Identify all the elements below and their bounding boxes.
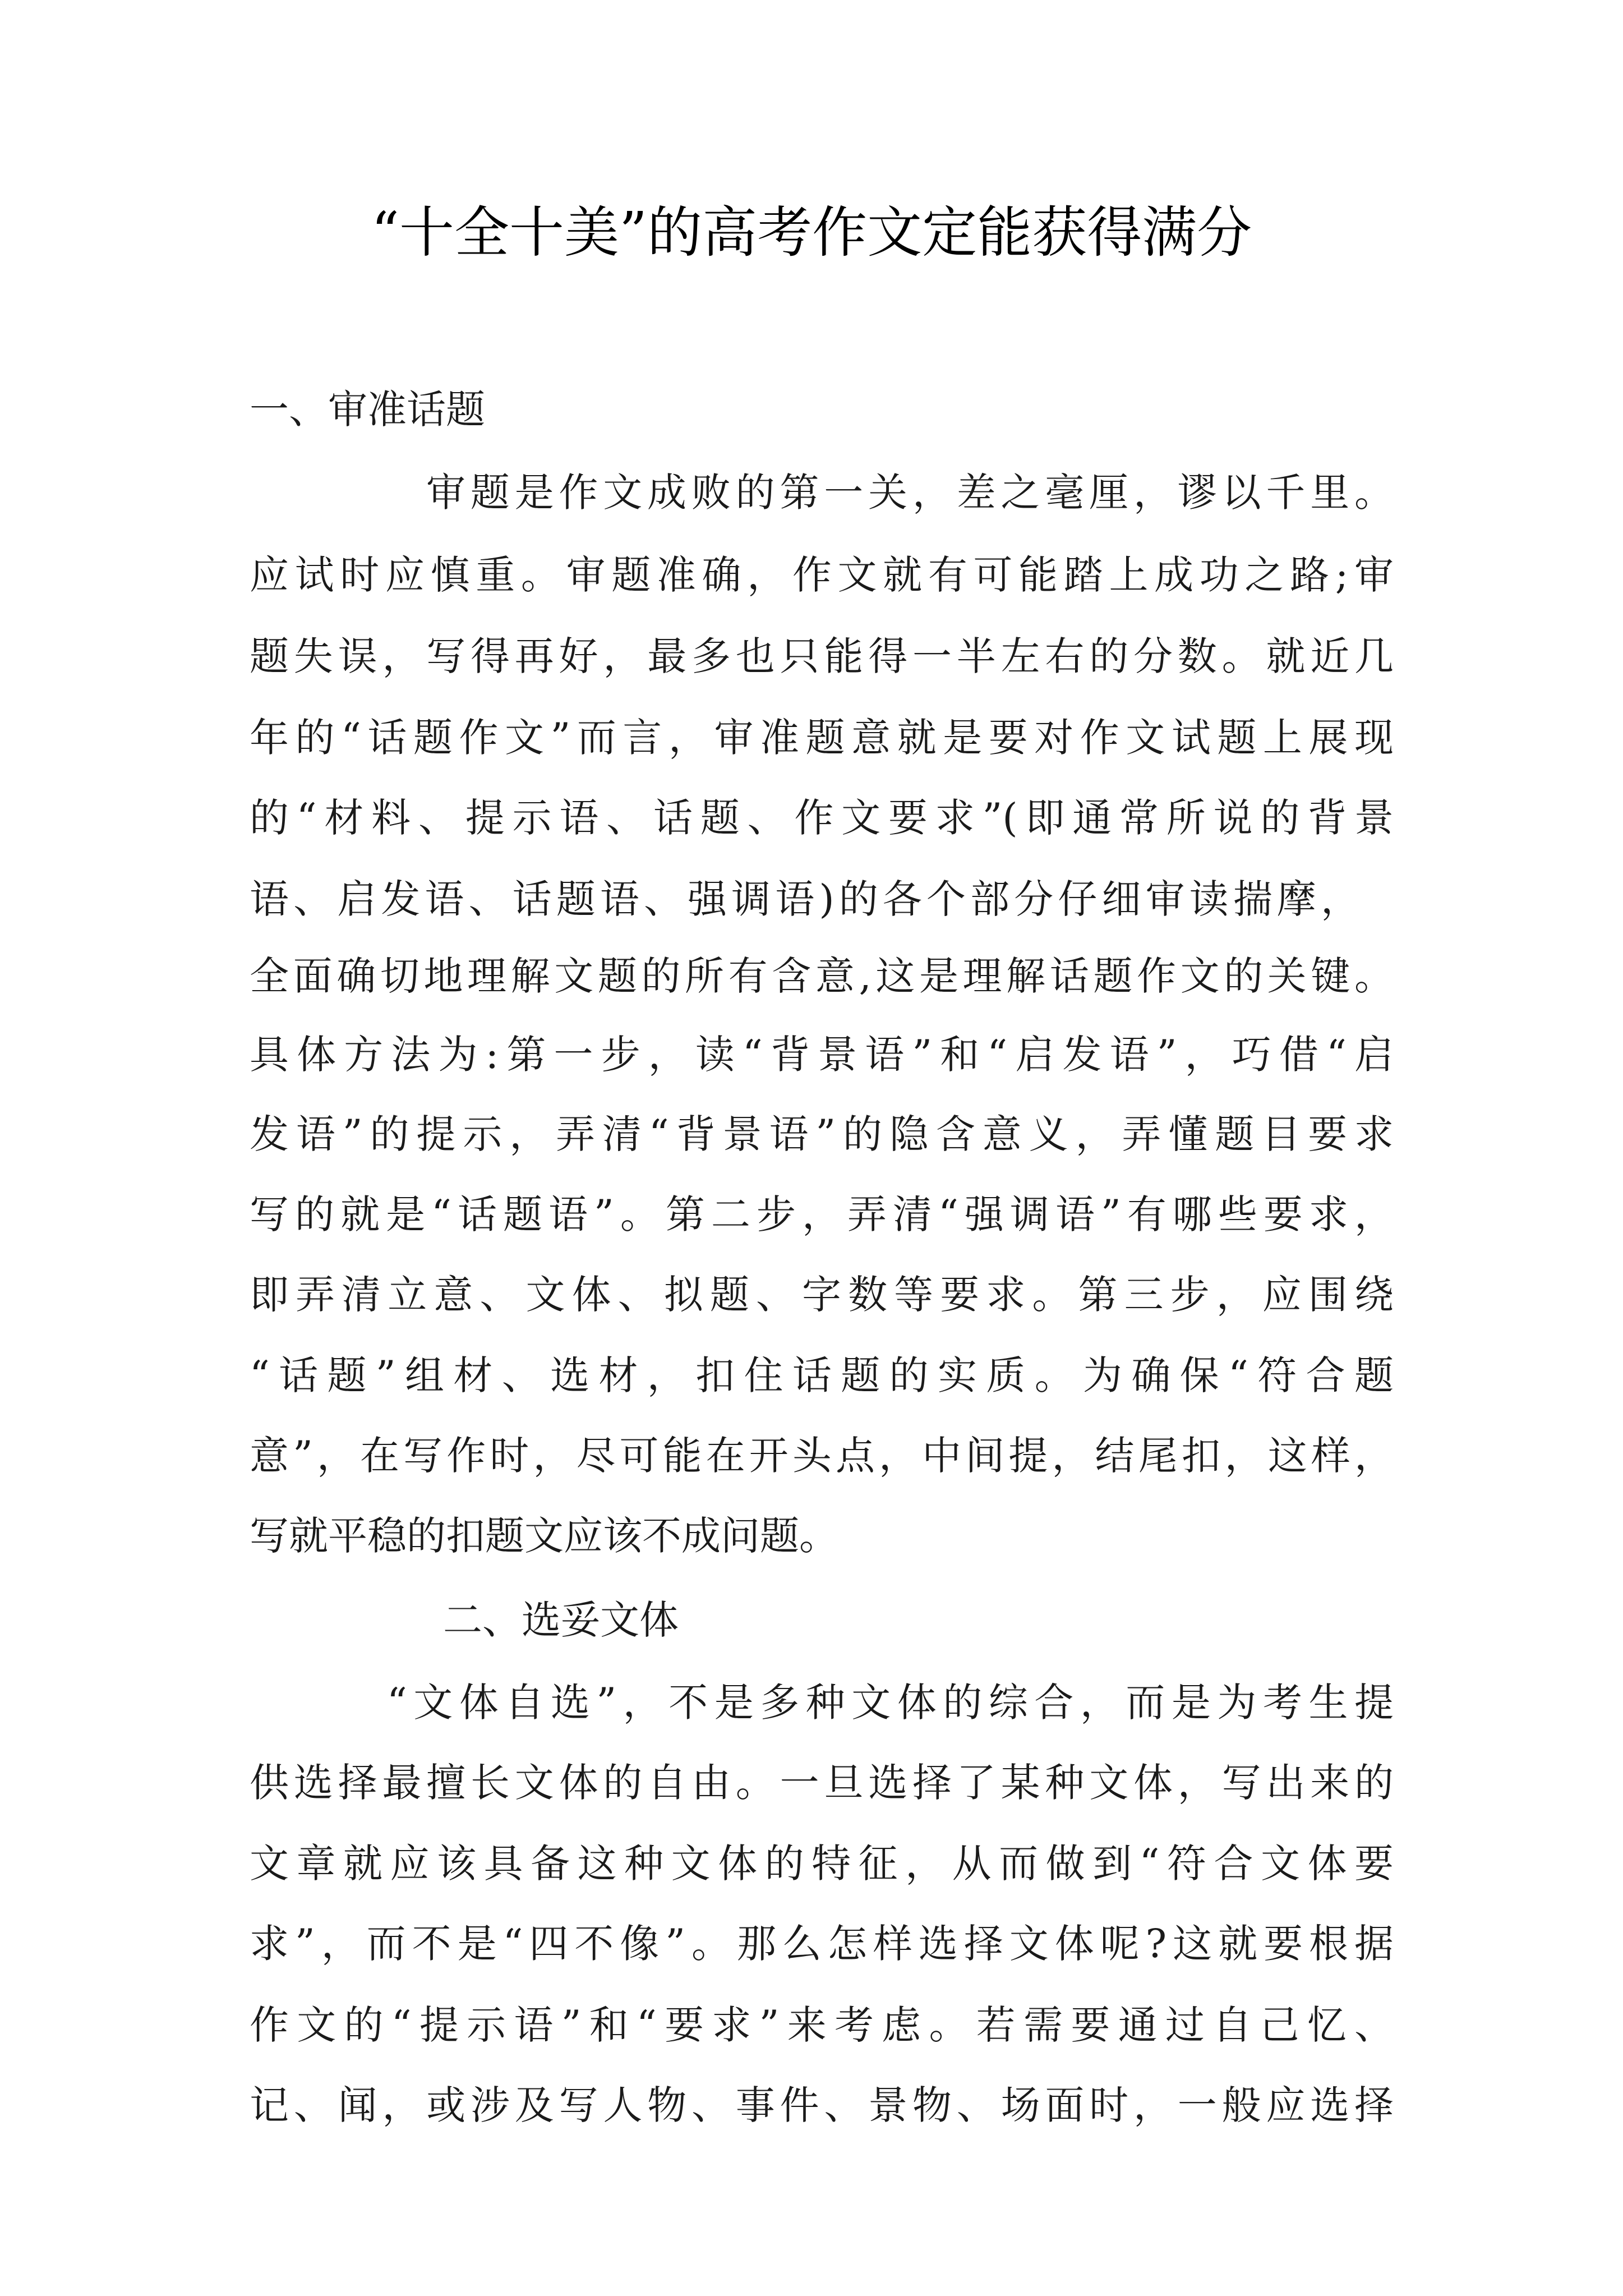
- paragraph-line: 语、启发语、话题语、强调语)的各个部分仔细审读揣摩，: [250, 876, 1360, 922]
- paragraph-line: 记、闻，或涉及写人物、事件、景物、场面时，一般应选择: [250, 2082, 1394, 2128]
- paragraph-line: 年的“话题作文”而言，审准题意就是要对作文试题上展现: [250, 715, 1394, 761]
- paragraph-line: 全面确切地理解文题的所有含意,这是理解话题作文的关键。: [250, 953, 1394, 999]
- paragraph-line: “文体自选”，不是多种文体的综合，而是为考生提: [387, 1680, 1394, 1726]
- paragraph-line: 意”，在写作时，尽可能在开头点，中间提，结尾扣，这样，: [250, 1433, 1394, 1479]
- paragraph-line: 供选择最擅长文体的自由。一旦选择了某种文体，写出来的: [250, 1760, 1394, 1806]
- paragraph-line: 具体方法为:第一步，读“背景语”和“启发语”，巧借“启: [250, 1032, 1394, 1078]
- paragraph-line: 写的就是“话题语”。第二步，弄清“强调语”有哪些要求，: [250, 1191, 1394, 1237]
- paragraph-line: 应试时应慎重。审题准确，作文就有可能踏上成功之路;审: [250, 552, 1394, 598]
- paragraph-line: “话题”组材、选材，扣住话题的实质。为确保“符合题: [250, 1352, 1394, 1398]
- page-title: “十全十美”的高考作文定能获得满分: [371, 201, 1252, 265]
- section-heading-2: 二、选妥文体: [443, 1597, 679, 1643]
- paragraph-line: 写就平稳的扣题文应该不成问题。: [250, 1513, 838, 1559]
- paragraph-line: 文章就应该具备这种文体的特征，从而做到“符合文体要: [250, 1841, 1394, 1887]
- paragraph-line: 审题是作文成败的第一关，差之毫厘，谬以千里。: [426, 470, 1394, 516]
- paragraph-line: 的“材料、提示语、话题、作文要求”(即通常所说的背景: [250, 795, 1394, 841]
- paragraph-line: 题失误，写得再好，最多也只能得一半左右的分数。就近几: [250, 633, 1394, 679]
- paragraph-line: 作文的“提示语”和“要求”来考虑。若需要通过自己忆、: [250, 2002, 1394, 2048]
- paragraph-line: 发语”的提示，弄清“背景语”的隐含意义，弄懂题目要求: [250, 1111, 1394, 1157]
- section-heading-1: 一、审准话题: [250, 386, 485, 432]
- paragraph-line: 即弄清立意、文体、拟题、字数等要求。第三步，应围绕: [250, 1272, 1394, 1318]
- paragraph-line: 求”，而不是“四不像”。那么怎样选择文体呢?这就要根据: [250, 1921, 1394, 1967]
